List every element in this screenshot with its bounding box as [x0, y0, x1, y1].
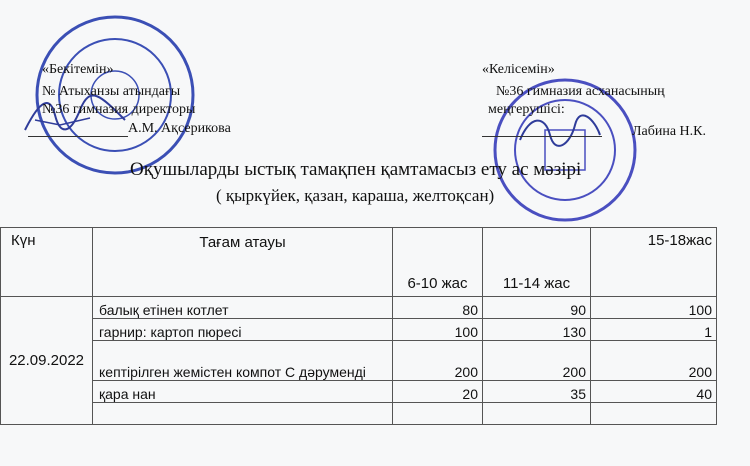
amount-6-10: 200 — [393, 341, 483, 381]
header-dish: Тағам атауы — [93, 228, 393, 297]
approve-heading: «Бекітемін» — [42, 62, 114, 77]
agree-line2: меңгерушісі: — [488, 102, 565, 117]
table-row — [1, 297, 717, 319]
amount-6-10 — [393, 403, 483, 425]
approve-line2: №36 гимназия директоры — [42, 102, 196, 117]
amount-6-10: 80 — [393, 297, 483, 319]
dish-cell: кептірілген жемістен компот С дәруменді — [93, 341, 393, 381]
amount-11-14: 35 — [483, 381, 591, 403]
amount-15-18: 100 — [591, 297, 717, 319]
dish-cell: гарнир: картоп пюресі — [93, 319, 393, 341]
amount-6-10: 100 — [393, 319, 483, 341]
amount-15-18: 40 — [591, 381, 717, 403]
approve-signature-line — [28, 136, 128, 137]
table-row — [1, 341, 717, 381]
agree-signature-line — [482, 136, 602, 137]
dish-cell: қара нан — [93, 381, 393, 403]
approve-name: А.М. Ақсерикова — [128, 121, 231, 136]
amount-11-14 — [483, 403, 591, 425]
document-subtitle: ( қыркүйек, қазан, караша, желтоқсан) — [216, 186, 495, 205]
header-age-15-18: 15-18жас — [591, 228, 717, 297]
header-age-6-10: 6-10 жас — [393, 228, 483, 297]
header-day: Күн — [1, 228, 93, 297]
agree-name: Лабина Н.К. — [632, 124, 706, 139]
table-row — [1, 381, 717, 403]
amount-15-18: 1 — [591, 319, 717, 341]
amount-11-14: 90 — [483, 297, 591, 319]
table-row — [1, 319, 717, 341]
menu-table — [0, 227, 717, 425]
dish-cell: балық етінен котлет — [93, 297, 393, 319]
header-age-11-14: 11-14 жас — [483, 228, 591, 297]
agree-line1: №36 гимназия асханасының — [496, 84, 665, 99]
date-cell: 22.09.2022 — [1, 297, 93, 425]
approve-line1: № Атыханзы атындағы — [42, 84, 181, 99]
document-title: Оқушыларды ыстық тамақпен қамтамасыз ету ас мәзірі — [130, 159, 582, 180]
agree-heading: «Келісемін» — [482, 62, 555, 77]
amount-6-10: 20 — [393, 381, 483, 403]
amount-15-18 — [591, 403, 717, 425]
table-row — [1, 403, 717, 425]
amount-15-18: 200 — [591, 341, 717, 381]
dish-cell — [93, 403, 393, 425]
amount-11-14: 200 — [483, 341, 591, 381]
amount-11-14: 130 — [483, 319, 591, 341]
